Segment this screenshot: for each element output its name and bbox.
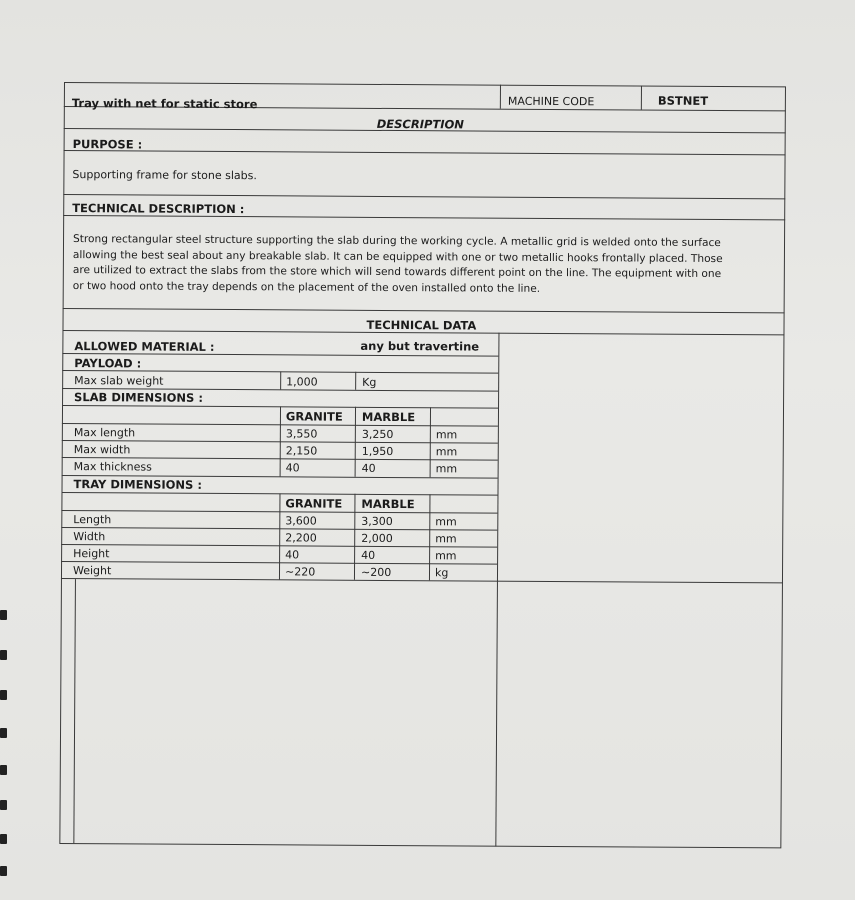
payload-label: PAYLOAD : (74, 356, 142, 371)
machine-code-label: MACHINE CODE (507, 94, 595, 109)
tech-desc-line: Strong rectangular steel structure supporting the slab during the working cycle. A metallic grid is welded onto the surface (73, 233, 721, 250)
max-slab-weight-label: Max slab weight (74, 374, 164, 388)
max-slab-weight-value: 1,000 (286, 375, 318, 389)
tray-row-marble: 2,000 (361, 531, 393, 546)
tech-desc-line: allowing the best seal about any breakable slab. It can be equipped with one or two metallic hooks frontally placed. Those (72, 248, 723, 265)
blank-panel-left (73, 579, 496, 846)
tray-col-marble: MARBLE (361, 496, 415, 512)
tray-row-label: Width (73, 530, 106, 544)
max-slab-weight-unit: Kg (362, 375, 377, 389)
slab-col-marble: MARBLE (361, 409, 416, 425)
tray-row-marble: 40 (361, 548, 376, 562)
slab-row-unit: mm (435, 462, 458, 476)
slab-row-label: Max thickness (73, 460, 152, 474)
machine-code-value: BSTNET (657, 93, 709, 108)
slab-row-unit: mm (435, 428, 458, 442)
slab-row-marble: 40 (361, 461, 376, 475)
binder-holes (0, 610, 8, 890)
slab-row-unit: mm (435, 445, 458, 459)
tech-desc-line: are utilized to extract the slabs from the store which will send towards different point on the line. The equipment with one (72, 264, 722, 281)
technical-data-heading: TECHNICAL DATA (366, 317, 477, 333)
tray-row-granite: 3,600 (285, 514, 317, 528)
description-heading: DESCRIPTION (376, 116, 465, 132)
tray-row-granite: 2,200 (285, 531, 317, 545)
allowed-material-value: any but travertine (360, 338, 480, 354)
technical-description-text (73, 232, 773, 298)
allowed-material-label: ALLOWED MATERIAL : (74, 339, 215, 354)
blank-panel-right (496, 582, 782, 848)
tray-dimensions-label: TRAY DIMENSIONS : (73, 477, 203, 492)
purpose-label: PURPOSE : (72, 137, 143, 152)
slab-row-marble: 3,250 (361, 427, 394, 442)
slab-row-marble: 1,950 (361, 444, 394, 459)
slab-dimensions-label: SLAB DIMENSIONS : (74, 390, 204, 405)
technical-description-label: TECHNICAL DESCRIPTION : (72, 201, 245, 217)
tray-row-marble: 3,300 (361, 514, 393, 529)
tray-col-granite: GRANITE (285, 496, 343, 511)
document-title: Tray with net for static store (71, 96, 258, 112)
slab-row-granite: 3,550 (285, 427, 318, 441)
slab-row-label: Max width (73, 443, 131, 457)
slab-row-granite: 40 (285, 461, 300, 475)
tray-row-label: Height (73, 547, 110, 561)
tray-row-marble: ~200 (360, 565, 392, 580)
tech-desc-line: or two hood onto the tray depends on the placement of the oven installed onto the line. (72, 279, 541, 295)
spec-sheet (59, 82, 786, 848)
tray-row-unit: mm (435, 532, 457, 546)
tray-row-label: Weight (72, 564, 112, 578)
slab-row-label: Max length (73, 426, 136, 440)
tray-row-granite: 40 (285, 548, 300, 562)
purpose-text: Supporting frame for stone slabs. (72, 168, 257, 183)
slab-row-granite: 2,150 (285, 444, 318, 458)
tray-row-label: Length (73, 513, 112, 527)
tray-row-unit: mm (435, 549, 457, 563)
tray-row-granite: ~220 (284, 565, 316, 579)
tray-row-unit: kg (434, 566, 449, 580)
slab-col-granite: GRANITE (285, 409, 343, 424)
tray-row-unit: mm (435, 515, 457, 529)
